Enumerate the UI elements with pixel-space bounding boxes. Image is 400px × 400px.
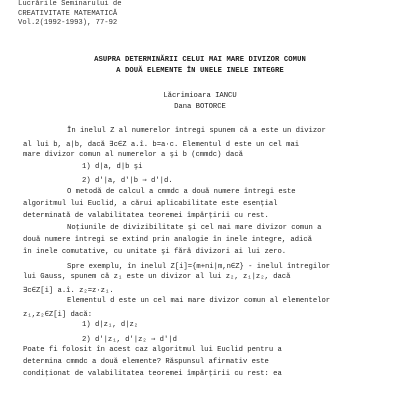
paragraph-line: O metodă de calcul a cmmdc a două numere întregi este — [67, 188, 296, 196]
paragraph-line: două numere întregi se extind prin analogie în inele integre, adică — [23, 236, 312, 244]
condition-line: 1) d|a, d|b şi — [82, 163, 143, 171]
condition-line: 1) d|z₁, d|z₂ — [82, 321, 139, 329]
paragraph-line: mare divizor comun al numerelor a şi b (cmmdc) dacă — [23, 151, 243, 159]
journal-name-line: Lucrările Seminarului de — [18, 0, 122, 8]
paragraph-line: ∃c∈Z[i] a.î. z₂=z·z₁. — [23, 287, 114, 295]
journal-volume-line: Vol.2(1992-1993), 77-92 — [18, 19, 118, 27]
author-1: Lăcrimioara IANCU — [163, 92, 237, 100]
paragraph-line: în inele comutative, cu unitate şi fără divizori ai lui zero. — [23, 248, 287, 256]
paragraph-line: Elementul d este un cel mai mare divizor comun al elementelor — [67, 297, 331, 305]
paragraph-line: algoritmul lui Euclid, a cărui aplicabilitate este esenţial — [23, 200, 278, 208]
paragraph-line: al lui b, a|b, dacă ∃c∈Z a.î. b=a·c. Elementul d este un cel mai — [23, 141, 300, 149]
paragraph-line: condiţionat de valabilitatea teoremei împărţirii cu rest: ea — [23, 370, 282, 378]
journal-header — [18, 0, 122, 29]
paragraph-line: determinată de valabilitatea teoremei împărţirii cu rest. — [23, 212, 269, 220]
journal-title-line: CREATIVITATE MATEMATICĂ — [18, 9, 118, 18]
paragraph-line: lui Gauss, spunem că z₁ este un divizor al lui z₂, z₁|z₂, dacă — [23, 273, 291, 281]
paper-title-line-2: A DOUĂ ELEMENTE ÎN UNELE INELE INTEGRE — [116, 67, 284, 75]
paragraph-line: Poate fi folosit în acest caz algoritmul lui Euclid pentru a — [23, 346, 282, 354]
paragraph-line: Spre exemplu, în inelul Z[i]={m+ni|m,n∈Z} - inelul întregilor — [67, 263, 331, 271]
condition-line: 2) d'|z₁, d'|z₂ ⇒ d'|d — [82, 336, 177, 344]
author-2: Dana BOTORCE — [174, 103, 226, 111]
paragraph-line: În inelul Z al numerelor întregi spunem că a este un divizor — [67, 127, 326, 135]
paragraph-line: Noţiunile de divizibilitate şi cel mai mare divizor comun a — [67, 224, 322, 232]
condition-line: 2) d'|a, d'|b ⇒ d'|d. — [82, 177, 173, 185]
paragraph-line: determina cmmdc a două elemente? Răspunsul afirmativ este — [23, 358, 269, 366]
paragraph-line: z₁,z₂∈Z[i] dacă: — [23, 311, 93, 319]
paper-title-line-1: ASUPRA DETERMINĂRII CELUI MAI MARE DIVIZOR COMUN — [94, 56, 306, 64]
